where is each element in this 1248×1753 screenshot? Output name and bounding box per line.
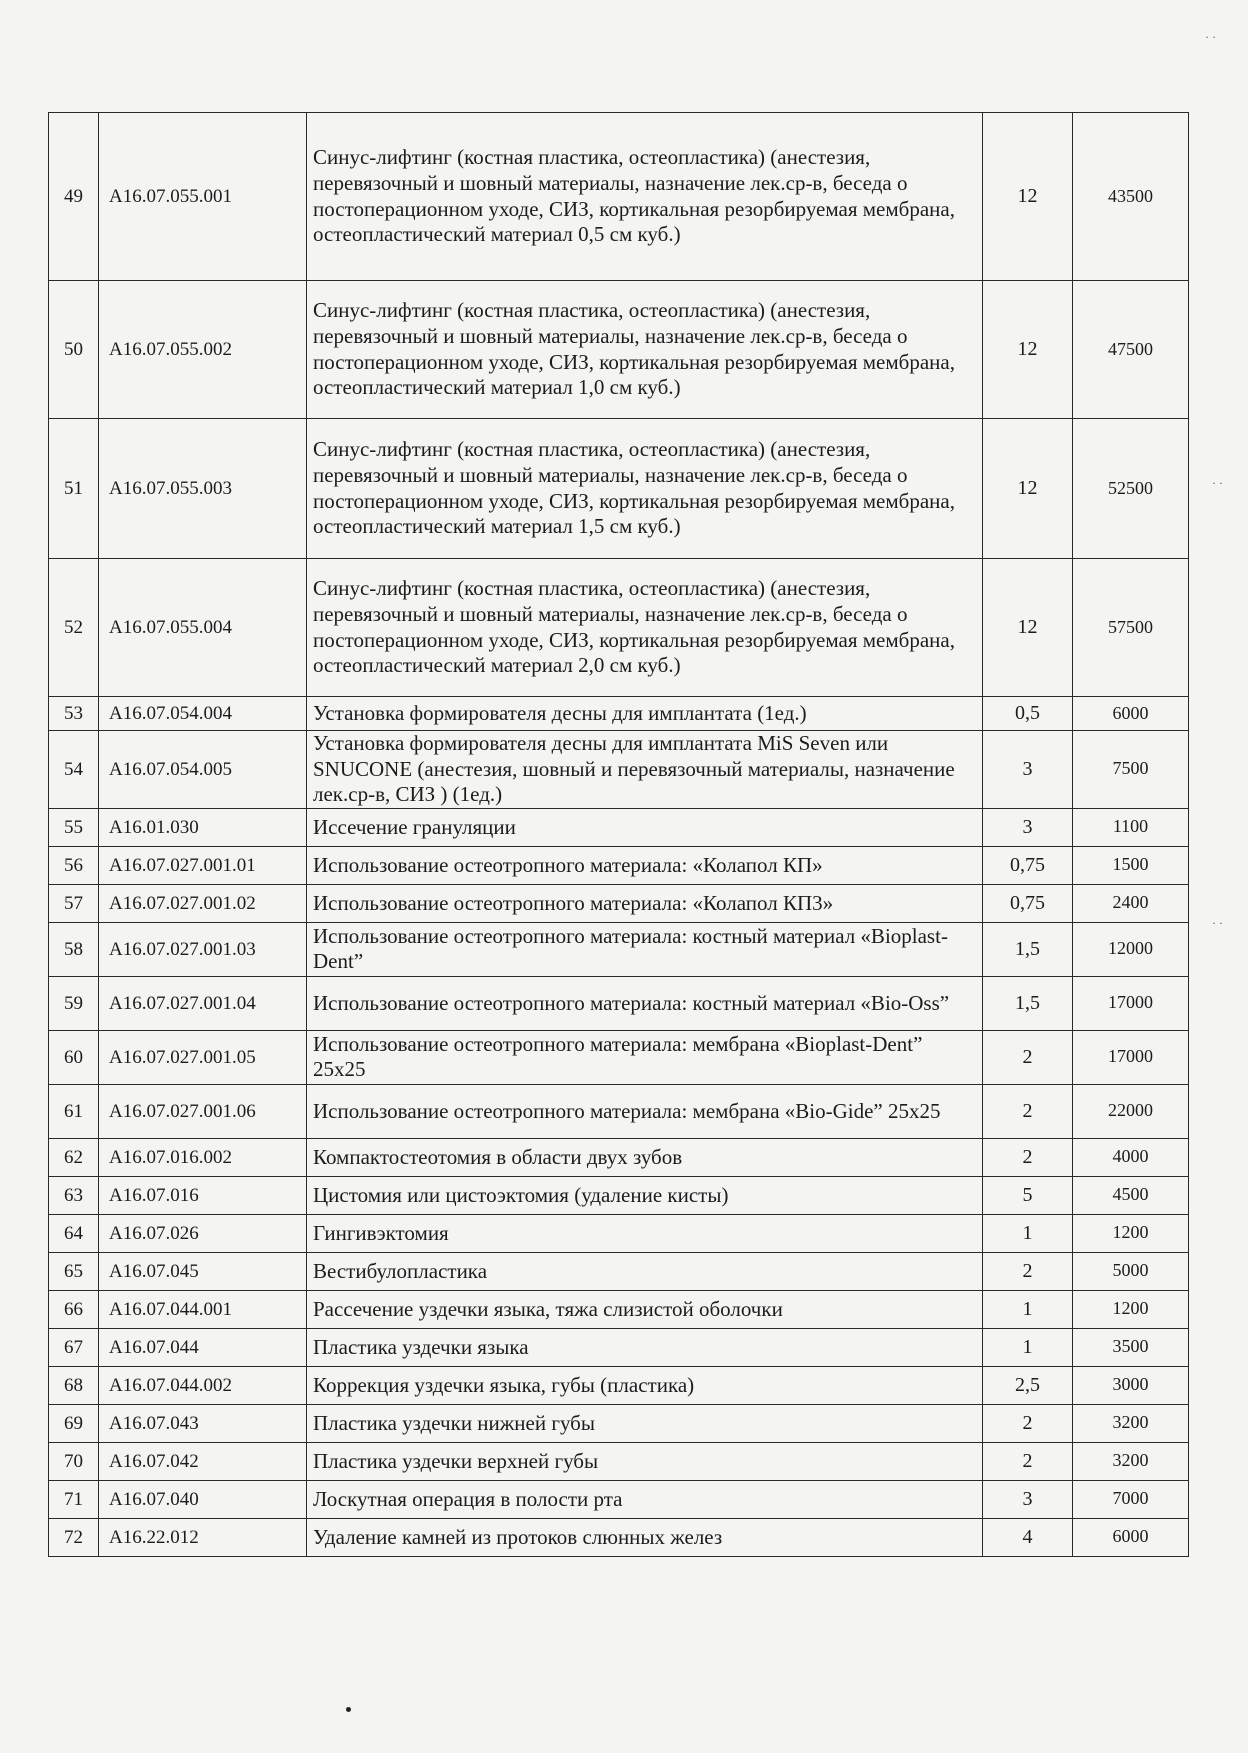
coefficient: 2 bbox=[983, 1084, 1073, 1138]
row-number: 65 bbox=[49, 1252, 99, 1290]
price: 7000 bbox=[1073, 1480, 1189, 1518]
table-row bbox=[49, 1030, 1189, 1084]
price: 52500 bbox=[1073, 419, 1189, 559]
service-code: A16.07.026 bbox=[99, 1214, 307, 1252]
price: 1100 bbox=[1073, 808, 1189, 846]
row-number: 56 bbox=[49, 846, 99, 884]
service-name: Синус-лифтинг (костная пластика, остеопластика) (анестезия, перевязочный и шовный материалы, назначение лек.ср-в, беседа о постоперационном уходе, СИЗ, кортикальная резорбируемая мембрана, остеопластический материал 1,0 см куб.) bbox=[307, 281, 983, 419]
service-code: A16.07.042 bbox=[99, 1442, 307, 1480]
scan-edge-mark: · · bbox=[1205, 30, 1216, 44]
table-row bbox=[49, 1176, 1189, 1214]
row-number: 71 bbox=[49, 1480, 99, 1518]
coefficient: 4 bbox=[983, 1518, 1073, 1556]
price: 4000 bbox=[1073, 1138, 1189, 1176]
table-row bbox=[49, 1138, 1189, 1176]
row-number: 49 bbox=[49, 113, 99, 281]
row-number: 58 bbox=[49, 922, 99, 976]
coefficient: 12 bbox=[983, 113, 1073, 281]
coefficient: 2 bbox=[983, 1442, 1073, 1480]
price: 3500 bbox=[1073, 1328, 1189, 1366]
price: 3200 bbox=[1073, 1442, 1189, 1480]
row-number: 62 bbox=[49, 1138, 99, 1176]
price: 3200 bbox=[1073, 1404, 1189, 1442]
service-code: A16.07.044 bbox=[99, 1328, 307, 1366]
service-name: Удаление камней из протоков слюнных желез bbox=[307, 1518, 983, 1556]
row-number: 60 bbox=[49, 1030, 99, 1084]
service-name: Вестибулопластика bbox=[307, 1252, 983, 1290]
price: 17000 bbox=[1073, 976, 1189, 1030]
coefficient: 0,75 bbox=[983, 846, 1073, 884]
row-number: 54 bbox=[49, 731, 99, 809]
table-row bbox=[49, 976, 1189, 1030]
price: 17000 bbox=[1073, 1030, 1189, 1084]
service-name: Гингивэктомия bbox=[307, 1214, 983, 1252]
price-list-table bbox=[48, 112, 1189, 1557]
service-name: Пластика уздечки языка bbox=[307, 1328, 983, 1366]
service-code: A16.07.055.004 bbox=[99, 559, 307, 697]
service-name: Коррекция уздечки языка, губы (пластика) bbox=[307, 1366, 983, 1404]
row-number: 55 bbox=[49, 808, 99, 846]
coefficient: 1 bbox=[983, 1214, 1073, 1252]
table-row bbox=[49, 113, 1189, 281]
coefficient: 0,5 bbox=[983, 697, 1073, 731]
price: 1500 bbox=[1073, 846, 1189, 884]
service-name: Рассечение уздечки языка, тяжа слизистой оболочки bbox=[307, 1290, 983, 1328]
scan-speck bbox=[346, 1707, 351, 1712]
row-number: 51 bbox=[49, 419, 99, 559]
price: 7500 bbox=[1073, 731, 1189, 809]
price: 3000 bbox=[1073, 1366, 1189, 1404]
service-name: Лоскутная операция в полости рта bbox=[307, 1480, 983, 1518]
table-row bbox=[49, 1084, 1189, 1138]
service-code: A16.01.030 bbox=[99, 808, 307, 846]
price: 43500 bbox=[1073, 113, 1189, 281]
price: 2400 bbox=[1073, 884, 1189, 922]
coefficient: 2 bbox=[983, 1030, 1073, 1084]
service-code: A16.07.016.002 bbox=[99, 1138, 307, 1176]
price: 1200 bbox=[1073, 1290, 1189, 1328]
coefficient: 1 bbox=[983, 1328, 1073, 1366]
service-code: A16.07.055.001 bbox=[99, 113, 307, 281]
coefficient: 3 bbox=[983, 1480, 1073, 1518]
price: 47500 bbox=[1073, 281, 1189, 419]
service-code: A16.07.027.001.03 bbox=[99, 922, 307, 976]
table-row bbox=[49, 697, 1189, 731]
table-row bbox=[49, 1518, 1189, 1556]
service-code: A16.07.027.001.04 bbox=[99, 976, 307, 1030]
table-row bbox=[49, 1442, 1189, 1480]
service-code: A16.07.044.001 bbox=[99, 1290, 307, 1328]
coefficient: 1,5 bbox=[983, 976, 1073, 1030]
price: 22000 bbox=[1073, 1084, 1189, 1138]
service-code: A16.22.012 bbox=[99, 1518, 307, 1556]
table-body bbox=[49, 113, 1189, 1557]
service-code: A16.07.055.002 bbox=[99, 281, 307, 419]
table-row bbox=[49, 1480, 1189, 1518]
coefficient: 2 bbox=[983, 1138, 1073, 1176]
table-row bbox=[49, 808, 1189, 846]
table-row bbox=[49, 884, 1189, 922]
service-code: A16.07.040 bbox=[99, 1480, 307, 1518]
service-name: Пластика уздечки верхней губы bbox=[307, 1442, 983, 1480]
service-code: A16.07.055.003 bbox=[99, 419, 307, 559]
service-code: A16.07.054.005 bbox=[99, 731, 307, 809]
service-code: A16.07.054.004 bbox=[99, 697, 307, 731]
row-number: 61 bbox=[49, 1084, 99, 1138]
coefficient: 3 bbox=[983, 731, 1073, 809]
row-number: 50 bbox=[49, 281, 99, 419]
price: 4500 bbox=[1073, 1176, 1189, 1214]
service-code: A16.07.045 bbox=[99, 1252, 307, 1290]
table-row bbox=[49, 731, 1189, 809]
row-number: 57 bbox=[49, 884, 99, 922]
row-number: 53 bbox=[49, 697, 99, 731]
coefficient: 12 bbox=[983, 559, 1073, 697]
table-row bbox=[49, 1290, 1189, 1328]
coefficient: 2,5 bbox=[983, 1366, 1073, 1404]
coefficient: 1,5 bbox=[983, 922, 1073, 976]
row-number: 69 bbox=[49, 1404, 99, 1442]
service-name: Иссечение грануляции bbox=[307, 808, 983, 846]
table-row bbox=[49, 1214, 1189, 1252]
service-name: Цистомия или цистоэктомия (удаление кисты) bbox=[307, 1176, 983, 1214]
service-code: A16.07.027.001.06 bbox=[99, 1084, 307, 1138]
table-row bbox=[49, 1366, 1189, 1404]
service-name: Использование остеотропного материала: костный материал «Bio-Oss” bbox=[307, 976, 983, 1030]
service-code: A16.07.016 bbox=[99, 1176, 307, 1214]
service-name: Пластика уздечки нижней губы bbox=[307, 1404, 983, 1442]
price: 6000 bbox=[1073, 697, 1189, 731]
table-row bbox=[49, 846, 1189, 884]
coefficient: 3 bbox=[983, 808, 1073, 846]
price: 5000 bbox=[1073, 1252, 1189, 1290]
service-name: Установка формирователя десны для имплантата (1ед.) bbox=[307, 697, 983, 731]
table-row bbox=[49, 1328, 1189, 1366]
table-row bbox=[49, 281, 1189, 419]
table-row bbox=[49, 419, 1189, 559]
service-name: Синус-лифтинг (костная пластика, остеопластика) (анестезия, перевязочный и шовный материалы, назначение лек.ср-в, беседа о постоперационном уходе, СИЗ, кортикальная резорбируемая мембрана, остеопластический материал 1,5 см куб.) bbox=[307, 419, 983, 559]
price: 12000 bbox=[1073, 922, 1189, 976]
service-code: A16.07.027.001.05 bbox=[99, 1030, 307, 1084]
row-number: 68 bbox=[49, 1366, 99, 1404]
row-number: 70 bbox=[49, 1442, 99, 1480]
coefficient: 2 bbox=[983, 1252, 1073, 1290]
service-code: A16.07.027.001.01 bbox=[99, 846, 307, 884]
table-row bbox=[49, 1404, 1189, 1442]
scan-edge-mark: · · bbox=[1212, 476, 1223, 490]
row-number: 52 bbox=[49, 559, 99, 697]
service-name: Использование остеотропного материала: «Колапол КП» bbox=[307, 846, 983, 884]
service-name: Установка формирователя десны для имплантата MiS Seven или SNUCONE (анестезия, шовный и перевязочный материалы, назначение лек.ср-в, СИЗ ) (1ед.) bbox=[307, 731, 983, 809]
service-name: Синус-лифтинг (костная пластика, остеопластика) (анестезия, перевязочный и шовный материалы, назначение лек.ср-в, беседа о постоперационном уходе, СИЗ, кортикальная резорбируемая мембрана, остеопластический материал 0,5 см куб.) bbox=[307, 113, 983, 281]
service-code: A16.07.044.002 bbox=[99, 1366, 307, 1404]
coefficient: 1 bbox=[983, 1290, 1073, 1328]
service-name: Использование остеотропного материала: «Колапол КП3» bbox=[307, 884, 983, 922]
service-name: Использование остеотропного материала: мембрана «Bio-Gide” 25x25 bbox=[307, 1084, 983, 1138]
coefficient: 12 bbox=[983, 281, 1073, 419]
coefficient: 12 bbox=[983, 419, 1073, 559]
coefficient: 5 bbox=[983, 1176, 1073, 1214]
service-code: A16.07.043 bbox=[99, 1404, 307, 1442]
service-name: Использование остеотропного материала: костный материал «Bioplast-Dent” bbox=[307, 922, 983, 976]
table-row bbox=[49, 922, 1189, 976]
service-name: Компактостеотомия в области двух зубов bbox=[307, 1138, 983, 1176]
price: 6000 bbox=[1073, 1518, 1189, 1556]
row-number: 64 bbox=[49, 1214, 99, 1252]
service-name: Использование остеотропного материала: мембрана «Bioplast-Dent” 25x25 bbox=[307, 1030, 983, 1084]
table-row bbox=[49, 559, 1189, 697]
row-number: 66 bbox=[49, 1290, 99, 1328]
service-name: Синус-лифтинг (костная пластика, остеопластика) (анестезия, перевязочный и шовный материалы, назначение лек.ср-в, беседа о постоперационном уходе, СИЗ, кортикальная резорбируемая мембрана, остеопластический материал 2,0 см куб.) bbox=[307, 559, 983, 697]
row-number: 63 bbox=[49, 1176, 99, 1214]
price: 57500 bbox=[1073, 559, 1189, 697]
coefficient: 2 bbox=[983, 1404, 1073, 1442]
service-code: A16.07.027.001.02 bbox=[99, 884, 307, 922]
scan-edge-mark: · · bbox=[1212, 916, 1223, 930]
row-number: 72 bbox=[49, 1518, 99, 1556]
row-number: 59 bbox=[49, 976, 99, 1030]
coefficient: 0,75 bbox=[983, 884, 1073, 922]
table-row bbox=[49, 1252, 1189, 1290]
price: 1200 bbox=[1073, 1214, 1189, 1252]
row-number: 67 bbox=[49, 1328, 99, 1366]
